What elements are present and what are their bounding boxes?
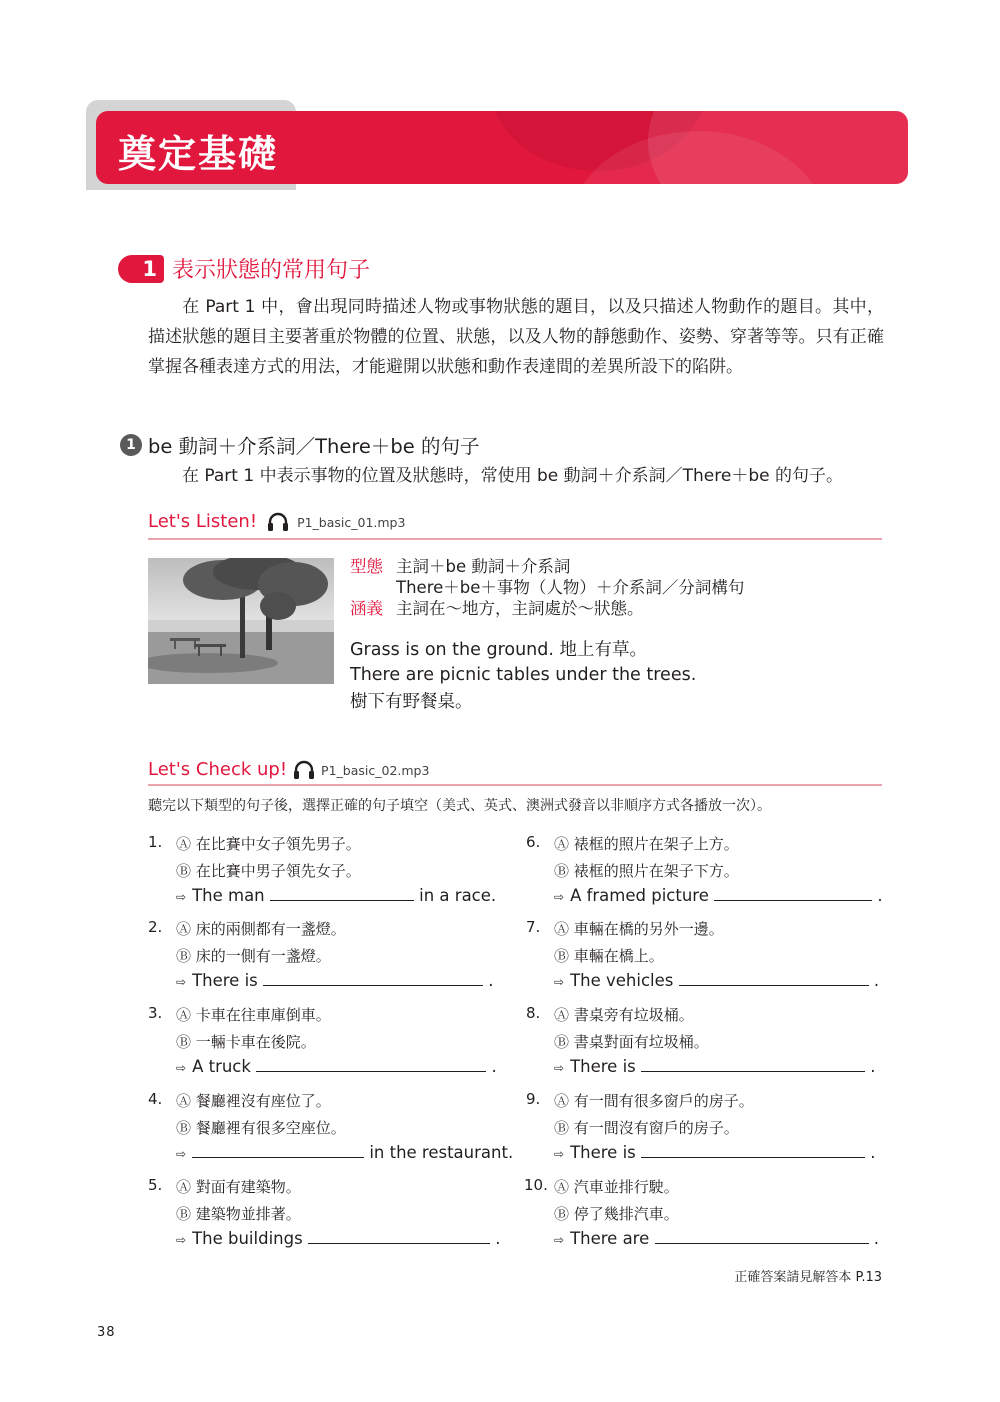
section-heading bbox=[118, 253, 370, 284]
meaning-text: 主詞在～地方，主詞處於～狀態。 bbox=[396, 599, 644, 618]
answer-blank[interactable] bbox=[641, 1058, 865, 1072]
headphones-icon bbox=[293, 760, 315, 780]
pattern-line-2: There＋be＋事物（人物）＋介系詞／分詞構句 bbox=[396, 578, 745, 597]
arrow-icon: ⇨ bbox=[176, 890, 187, 904]
arrow-icon: ⇨ bbox=[554, 1233, 565, 1247]
answer-blank[interactable] bbox=[263, 972, 483, 986]
arrow-icon: ⇨ bbox=[176, 975, 187, 989]
answer-blank[interactable] bbox=[655, 1230, 869, 1244]
arrow-icon: ⇨ bbox=[554, 1061, 565, 1075]
subsection-heading bbox=[120, 431, 480, 459]
headphones-icon bbox=[267, 512, 289, 532]
example-sentence-1: Grass is on the ground. 地上有草。 bbox=[350, 640, 648, 660]
arrow-icon: ⇨ bbox=[176, 1061, 187, 1075]
audio-file-name: P1_basic_02.mp3 bbox=[321, 763, 430, 778]
pattern-tag: 型態 bbox=[350, 557, 383, 576]
subsection-title: be 動詞＋介系詞／There＋be 的句子 bbox=[148, 435, 480, 458]
arrow-icon: ⇨ bbox=[554, 975, 565, 989]
lets-listen-label: Let's Listen! bbox=[148, 511, 258, 532]
sentence-pattern bbox=[350, 556, 744, 619]
chapter-title: 奠定基礎 bbox=[118, 131, 279, 176]
audio-file-name: P1_basic_01.mp3 bbox=[297, 515, 406, 530]
lets-check-up-header bbox=[148, 758, 882, 786]
example-sentence-2-translation: 樹下有野餐桌。 bbox=[350, 692, 473, 712]
arrow-icon: ⇨ bbox=[176, 1147, 187, 1161]
answer-blank[interactable] bbox=[679, 972, 869, 986]
answer-blank[interactable] bbox=[256, 1058, 486, 1072]
section-number-badge: 1 bbox=[118, 255, 164, 283]
meaning-tag: 涵義 bbox=[350, 599, 383, 618]
answer-blank[interactable] bbox=[308, 1230, 490, 1244]
page-number: 38 bbox=[97, 1325, 116, 1340]
example-sentence-2: There are picnic tables under the trees. bbox=[350, 665, 697, 685]
lets-check-up-label: Let's Check up! bbox=[148, 759, 288, 780]
chapter-banner bbox=[96, 111, 908, 184]
answer-blank[interactable] bbox=[192, 1144, 364, 1158]
pattern-line-1: 主詞＋be 動詞＋介系詞 bbox=[396, 557, 571, 576]
section-paragraph: 在 Part 1 中，會出現同時描述人物或事物狀態的題目，以及只描述人物動作的題目。其中，描述狀態的題目主要著重於物體的位置、狀態，以及人物的靜態動作、姿勢、穿著等等。只有正確掌握各種表達方式的用法，才能避開以狀態和動作表達間的差異所設下的陷阱。 bbox=[148, 297, 884, 377]
exercise-instruction: 聽完以下類型的句子後，選擇正確的句子填空（美式、英式、澳洲式發音以非順序方式各播放一次）。 bbox=[148, 798, 771, 814]
park-photo bbox=[148, 558, 334, 684]
arrow-icon: ⇨ bbox=[554, 890, 565, 904]
subsection-description: 在 Part 1 中表示事物的位置及狀態時，常使用 be 動詞＋介系詞／There＋be 的句子。 bbox=[182, 466, 843, 486]
answer-blank[interactable] bbox=[270, 887, 414, 901]
subsection-number-badge: 1 bbox=[120, 434, 142, 456]
section-title: 表示狀態的常用句子 bbox=[172, 258, 371, 283]
answer-blank[interactable] bbox=[641, 1144, 865, 1158]
lets-listen-header bbox=[148, 508, 882, 540]
answer-blank[interactable] bbox=[714, 887, 872, 901]
arrow-icon: ⇨ bbox=[554, 1147, 565, 1161]
arrow-icon: ⇨ bbox=[176, 1233, 187, 1247]
answer-reference-note: 正確答案請見解答本 P.13 bbox=[734, 1270, 882, 1285]
